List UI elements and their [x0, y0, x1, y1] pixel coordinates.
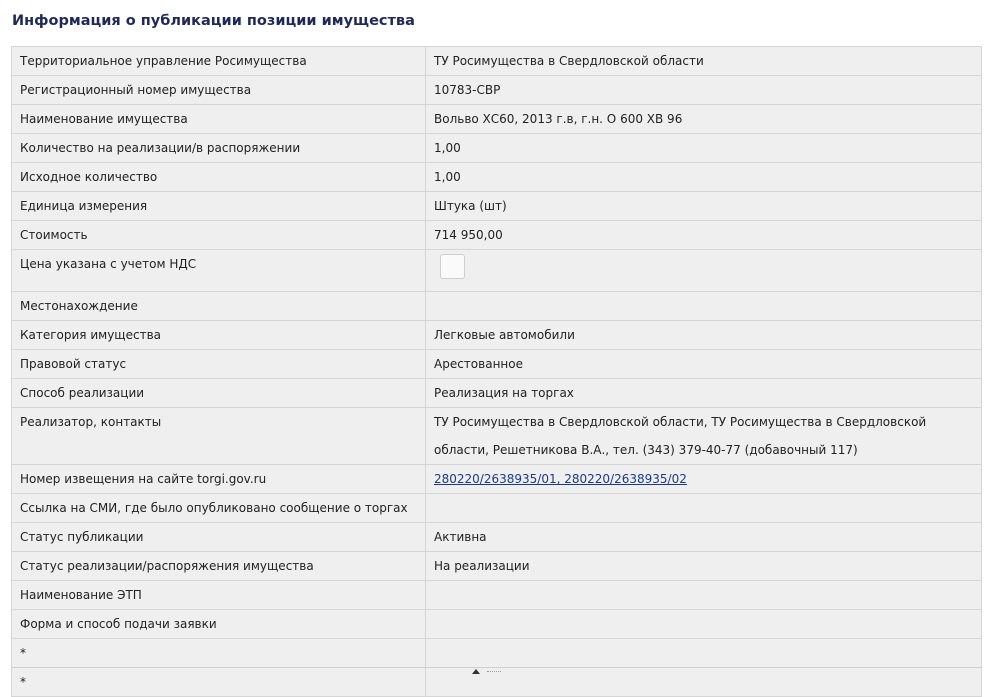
table-row [12, 379, 982, 408]
row-value [426, 639, 982, 668]
vat-included-checkbox[interactable] [440, 254, 465, 279]
row-value: 10783-СВР [426, 76, 982, 105]
row-label: Цена указана с учетом НДС [12, 250, 426, 292]
row-label: * [12, 639, 426, 668]
row-label: * [12, 668, 426, 697]
row-value [426, 610, 982, 639]
table-row [12, 350, 982, 379]
row-label: Статус реализации/распоряжения имущества [12, 552, 426, 581]
row-value: Вольво ХС60, 2013 г.в, г.н. О 600 ХВ 96 [426, 105, 982, 134]
row-label: Наименование ЭТП [12, 581, 426, 610]
row-value [426, 250, 982, 292]
table-row [12, 163, 982, 192]
row-value: Штука (шт) [426, 192, 982, 221]
row-value: 1,00 [426, 134, 982, 163]
resize-splitter[interactable] [472, 668, 502, 675]
row-value: ТУ Росимущества в Свердловской области, ТУ Росимущества в Свердловской области, Решетникова В.А., тел. (343) 379-40-77 (добавочный 117) [426, 408, 982, 465]
torgi-notice-link[interactable]: 280220/2638935/01, 280220/2638935/02 [434, 472, 687, 486]
table-row [12, 250, 982, 292]
table-row [12, 494, 982, 523]
table-row [12, 192, 982, 221]
row-label: Категория имущества [12, 321, 426, 350]
row-value: 714 950,00 [426, 221, 982, 250]
collapse-arrow-icon[interactable] [472, 669, 480, 674]
row-label: Количество на реализации/в распоряжении [12, 134, 426, 163]
table-row [12, 134, 982, 163]
info-table [11, 46, 982, 697]
row-value [426, 668, 982, 697]
row-value: На реализации [426, 552, 982, 581]
row-value: Арестованное [426, 350, 982, 379]
table-row [12, 408, 982, 465]
row-value: ТУ Росимущества в Свердловской области [426, 47, 982, 76]
page-title: Информация о публикации позиции имущества [12, 13, 415, 29]
row-label: Исходное количество [12, 163, 426, 192]
row-value [426, 494, 982, 523]
row-label: Местонахождение [12, 292, 426, 321]
table-row [12, 465, 982, 494]
table-row [12, 292, 982, 321]
table-row [12, 610, 982, 639]
table-row [12, 47, 982, 76]
table-row [12, 76, 982, 105]
row-value [426, 465, 982, 494]
drag-grip-icon[interactable] [487, 671, 501, 674]
row-label: Территориальное управление Росимущества [12, 47, 426, 76]
row-label: Форма и способ подачи заявки [12, 610, 426, 639]
row-label: Способ реализации [12, 379, 426, 408]
table-row [12, 639, 982, 668]
row-value [426, 292, 982, 321]
table-row [12, 105, 982, 134]
row-label: Правовой статус [12, 350, 426, 379]
row-value: Активна [426, 523, 982, 552]
row-label: Номер извещения на сайте torgi.gov.ru [12, 465, 426, 494]
table-row [12, 581, 982, 610]
row-value: Реализация на торгах [426, 379, 982, 408]
row-label: Реализатор, контакты [12, 408, 426, 465]
row-label: Ссылка на СМИ, где было опубликовано сообщение о торгах [12, 494, 426, 523]
row-label: Регистрационный номер имущества [12, 76, 426, 105]
row-value: 1,00 [426, 163, 982, 192]
table-row [12, 321, 982, 350]
row-value: Легковые автомобили [426, 321, 982, 350]
table-row [12, 552, 982, 581]
table-row [12, 221, 982, 250]
row-label: Единица измерения [12, 192, 426, 221]
row-value [426, 581, 982, 610]
row-label: Стоимость [12, 221, 426, 250]
row-label: Наименование имущества [12, 105, 426, 134]
row-label: Статус публикации [12, 523, 426, 552]
table-row [12, 523, 982, 552]
